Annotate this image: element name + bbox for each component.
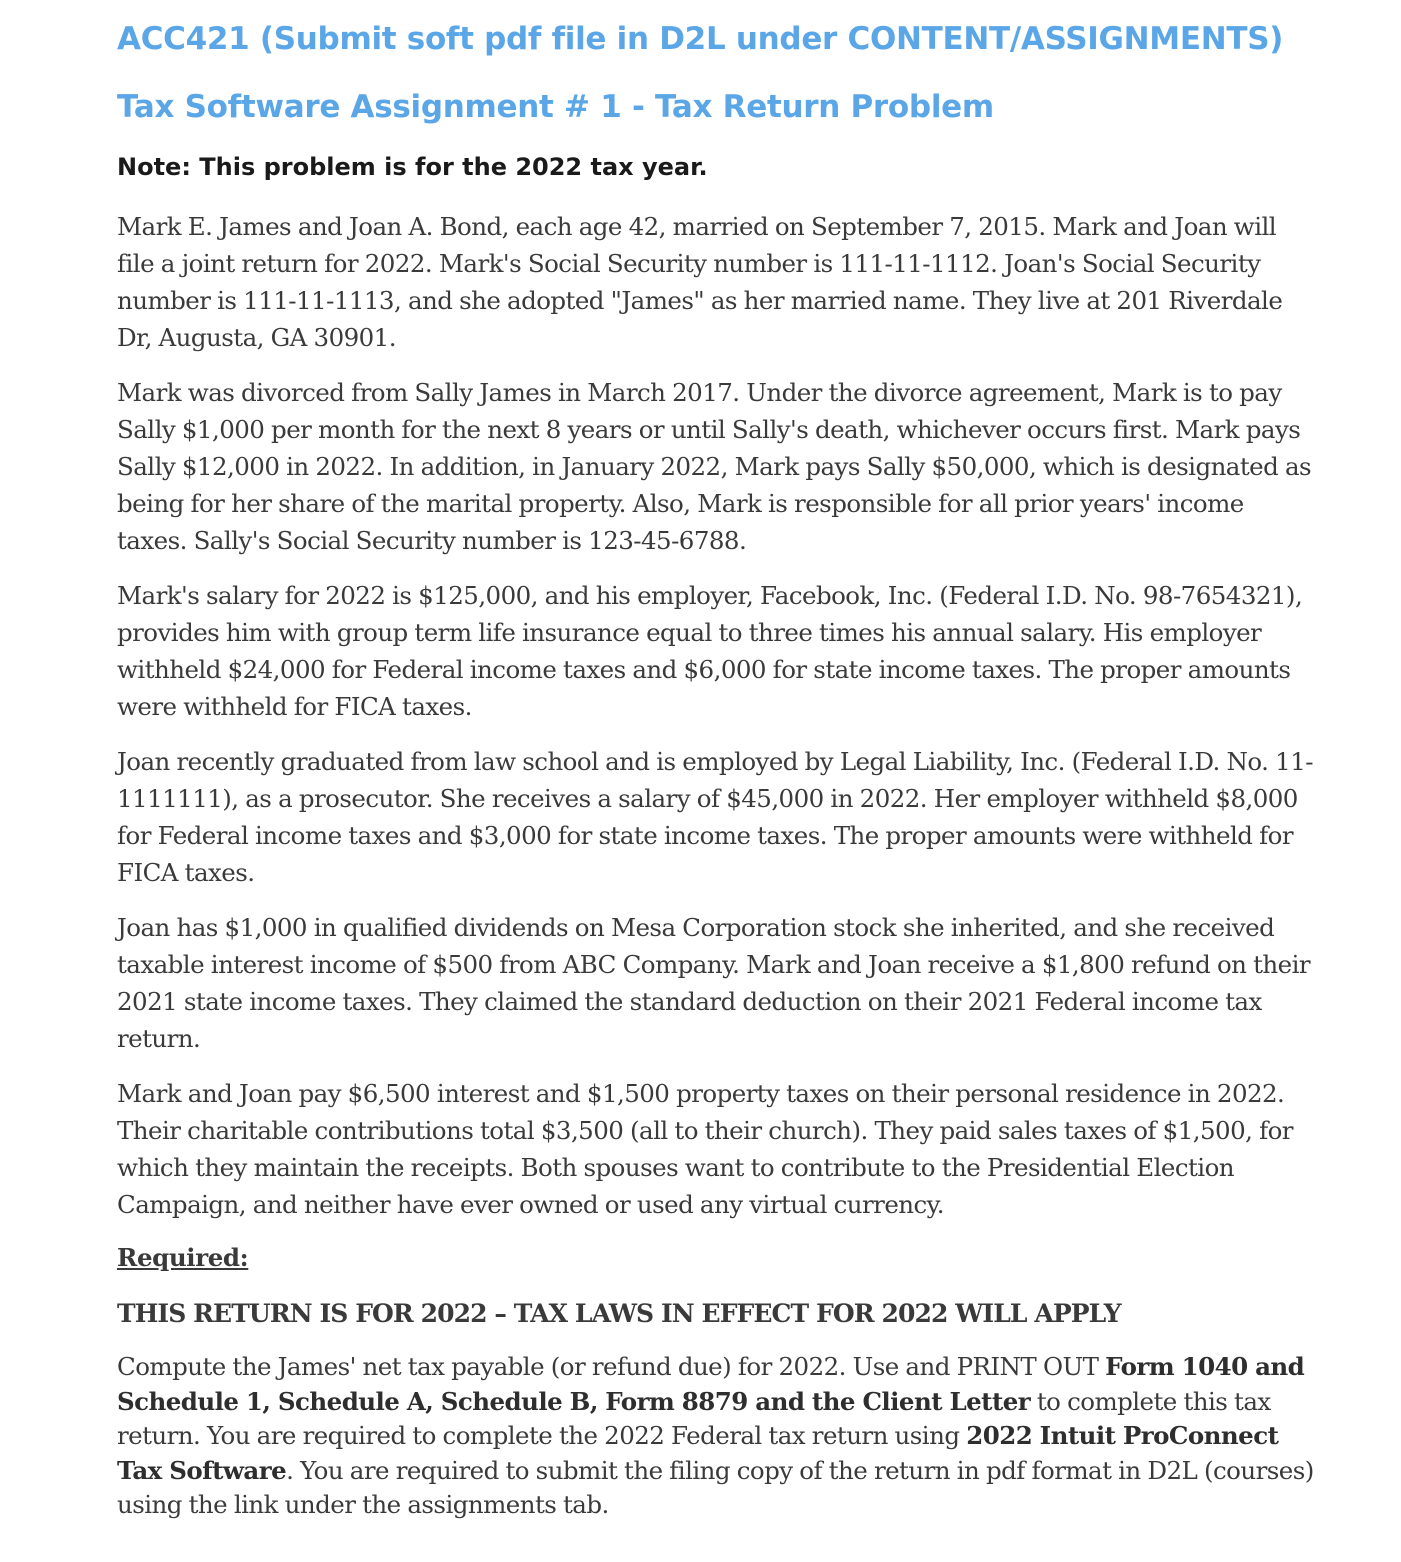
required-software: 2022 Intuit ProConnect Tax Software xyxy=(117,1421,1279,1485)
instructions-text-2: to complete this tax return. You are required to complete the 2022 Federal tax return using xyxy=(117,1386,1271,1450)
paragraph-divorce: Mark was divorced from Sally James in March 2017. Under the divorce agreement, Mark is to pay Sally $1,000 per month for the next 8 years or until Sally's death, whichever occurs first. Mark pays Sally $12,000 in 2022. In addition, in January 2022, Mark pays Sally $50,000, which is designated as being for her share of the marital property. Also, Mark is responsible for all prior years' income taxes. Sally's Social Security number is 123-45-6788. xyxy=(117,378,1312,555)
paragraph-taxpayers: Mark E. James and Joan A. Bond, each age 42, married on September 7, 2015. Mark and Joan will file a joint return for 2022. Mark's Social Security number is 111-11-1112. Joan's Social Security number is 111-11-1113, and she adopted "James" as her married name. They live at 201 Riverdale Dr, Augusta, GA 30901. xyxy=(117,212,1283,352)
course-title: ACC421 (Submit soft pdf file in D2L under CONTENT/ASSIGNMENTS) xyxy=(117,21,1284,57)
required-heading: Required: xyxy=(117,1243,249,1272)
instructions-text-1: Compute the James' net tax payable (or refund due) for 2022. Use and PRINT OUT xyxy=(117,1352,1106,1381)
required-forms: Form 1040 and Schedule 1, Schedule A, Schedule B, Form 8879 and the Client Letter xyxy=(117,1352,1305,1416)
tax-law-banner: THIS RETURN IS FOR 2022 – TAX LAWS IN EFFECT FOR 2022 WILL APPLY xyxy=(117,1299,1121,1328)
paragraph-deductions: Mark and Joan pay $6,500 interest and $1,500 property taxes on their personal residence in 2022. Their charitable contributions total $3,500 (all to their church). They paid sales taxes of $1,500, for which they maintain the receipts. Both spouses want to contribute to the Presidential Election Campaign, and neither have ever owned or used any virtual currency. xyxy=(117,1079,1293,1219)
document-page xyxy=(117,14,1317,1547)
tax-year-note: Note: This problem is for the 2022 tax year. xyxy=(117,153,708,181)
paragraph-mark-salary: Mark's salary for 2022 is $125,000, and his employer, Facebook, Inc. (Federal I.D. No. 98-7654321), provides him with group term life insurance equal to three times his annual salary. His employer withheld $24,000 for Federal income taxes and $6,000 for state income taxes. The proper amounts were withheld for FICA taxes. xyxy=(117,581,1303,721)
paragraph-investment-income: Joan has $1,000 in qualified dividends on Mesa Corporation stock she inherited, and she received taxable interest income of $500 from ABC Company. Mark and Joan receive a $1,800 refund on their 2021 state income taxes. They claimed the standard deduction on their 2021 Federal income tax return. xyxy=(117,913,1311,1053)
instructions-text-3: . You are required to submit the filing copy of the return in pdf format in D2L (courses) using the link under the assignments tab. xyxy=(117,1455,1314,1519)
assignment-title: Tax Software Assignment # 1 - Tax Return Problem xyxy=(117,89,994,125)
required-instructions xyxy=(117,1350,1317,1523)
paragraph-joan-salary: Joan recently graduated from law school and is employed by Legal Liability, Inc. (Federal I.D. No. 11-1111111), as a prosecutor. She receives a salary of $45,000 in 2022. Her employer withheld $8,000 for Federal income taxes and $3,000 for state income taxes. The proper amounts were withheld for FICA taxes. xyxy=(117,747,1313,887)
